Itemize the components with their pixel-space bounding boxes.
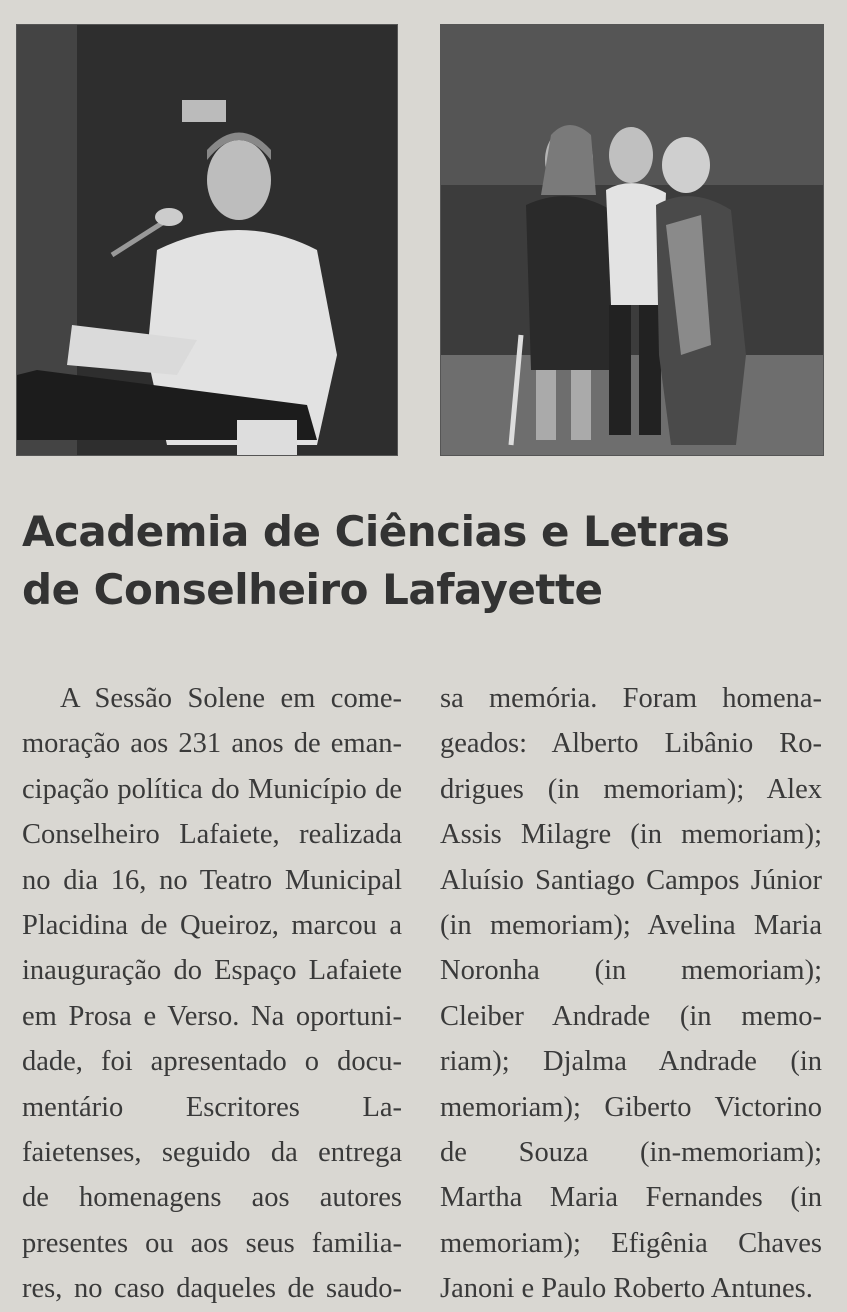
article-line: Aluísio Santiago Campos Júnior	[440, 864, 822, 896]
article-line: moração aos 231 anos de eman-	[22, 728, 402, 760]
article-line: Cleiber Andrade (in memo-	[440, 1000, 822, 1032]
article-line: Conselheiro Lafaiete, realizada	[22, 819, 402, 851]
article-line: Janoni e Paulo Roberto Antunes.	[440, 1273, 813, 1305]
photo-man-at-podium-icon	[17, 25, 397, 455]
article-line: inauguração do Espaço Lafaiete	[22, 955, 402, 987]
article-line: mentário Escritores La-	[22, 1091, 402, 1123]
article-line: res, no caso daqueles de saudo-	[22, 1273, 402, 1305]
speaker-photo	[16, 24, 398, 456]
article-line: de homenagens aos autores	[22, 1182, 402, 1214]
headline-line-1: Academia de Ciências e Letras	[22, 507, 730, 556]
article-line: A Sessão Solene em come-	[60, 683, 402, 714]
article-line: presentes ou aos seus familia-	[22, 1227, 402, 1259]
article-line: geados: Alberto Libânio Ro-	[440, 728, 822, 760]
article-line: Assis Milagre (in memoriam);	[440, 819, 822, 851]
article-line: drigues (in memoriam); Alex	[440, 773, 822, 805]
article-line: Placidina de Queiroz, marcou a	[22, 910, 402, 942]
headline-line-2: de Conselheiro Lafayette	[22, 565, 603, 614]
article-line: memoriam); Giberto Victorino	[440, 1091, 822, 1123]
article-line: cipação política do Município de	[22, 773, 402, 805]
article-line: memoriam); Efigênia Chaves	[440, 1227, 822, 1259]
article-line: (in memoriam); Avelina Maria	[440, 910, 822, 942]
article-line: sa memória. Foram homena-	[440, 683, 822, 714]
headline	[22, 503, 832, 619]
article-line: no dia 16, no Teatro Municipal	[22, 864, 402, 896]
photo-three-people-icon	[441, 25, 823, 455]
article-column-right	[440, 676, 822, 1312]
article-line: Noronha (in memoriam);	[440, 955, 822, 987]
article-line: Martha Maria Fernandes (in	[440, 1182, 822, 1214]
article-column-left	[22, 676, 402, 1312]
article-line: dade, foi apresentado o docu-	[22, 1046, 402, 1078]
article-line: faietenses, seguido da entrega	[22, 1137, 402, 1169]
article-line: de Souza (in-memoriam);	[440, 1137, 822, 1169]
article-line: em Prosa e Verso. Na oportuni-	[22, 1000, 402, 1032]
group-photo	[440, 24, 824, 456]
article-line: riam); Djalma Andrade (in	[440, 1046, 822, 1078]
